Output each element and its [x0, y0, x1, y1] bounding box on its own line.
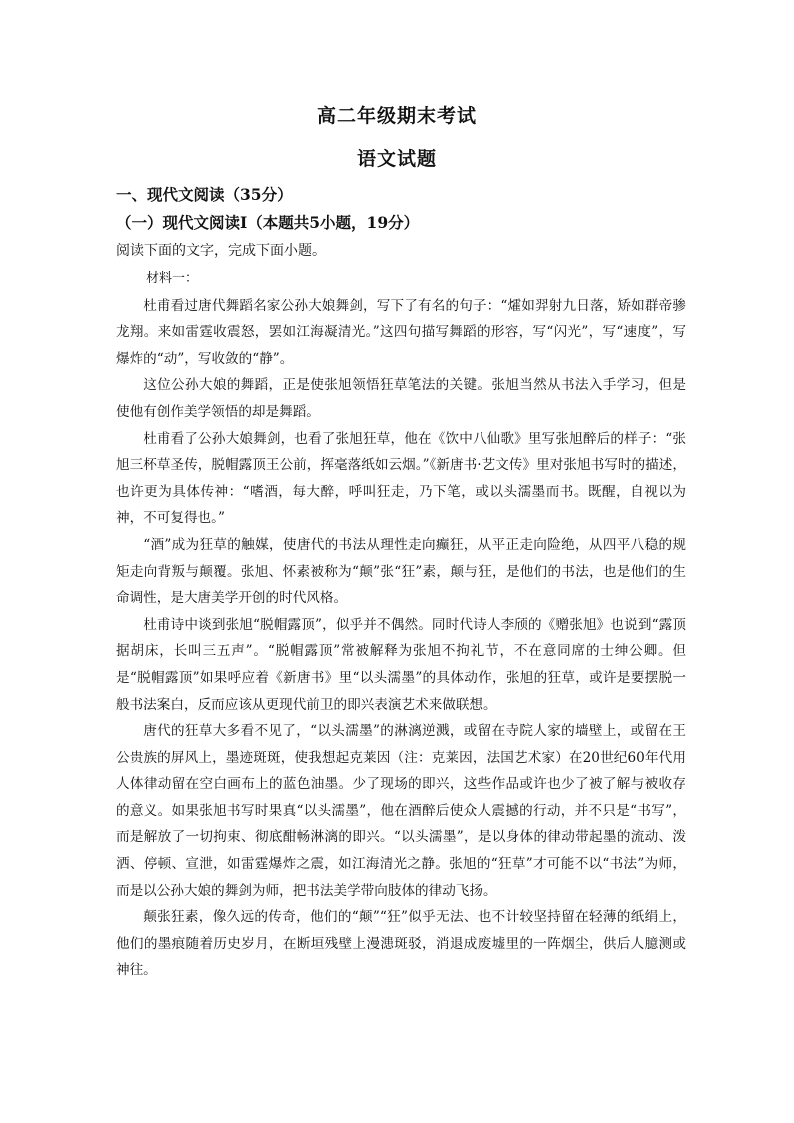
passage-paragraph: 这位公孙大娘的舞蹈，正是使张旭领悟狂草笔法的关键。张旭当然从书法入手学习，但是使他有创作美学领悟的却是舞蹈。: [116, 377, 686, 420]
material-label: 材料一：: [146, 271, 199, 286]
passage-paragraph: 唐代的狂草大多看不见了，“以头濡墨”的淋漓逆溅，或留在寺院人家的墙壁上，或留在王公贵族的屏风上，墨迹斑斑，使我想起克莱因（注：克莱因，法国艺术家）在20世纪60年代用人体律动留在空白画布上的蓝色油墨。少了现场的即兴，这些作品或许也少了被了解与被收存的意义。如果张旭书写时果真“以头濡墨”，他在酒醉后使众人震撼的行动，并不只是“书写”，而是解放了一切拘束、彻底酣畅淋漓的即兴。“以头濡墨”，是以身体的律动带起墨的流动、泼洒、停顿、宣泄，如雷霆爆炸之震，如江海清光之静。张旭的“狂草”才可能不以“书法”为师，而是以公孙大娘的舞剑为师，把书法美学带向肢体的律动飞扬。: [116, 723, 686, 899]
section-heading: 一、现代文阅读（35分）: [116, 185, 293, 204]
passage-paragraph: “酒”成为狂草的触媒，使唐代的书法从理性走向癫狂，从平正走向险绝，从四平八稳的规矩走向背叛与颠覆。张旭、怀素被称为“颠”张“狂”素，颠与狂，是他们的书法，也是他们的生命调性，是大唐美学开创的时代风格。: [116, 536, 686, 607]
subsection-heading: （一）现代文阅读Ⅰ（本题共5小题，19分）: [116, 213, 420, 232]
instruction-text: 阅读下面的文字，完成下面小题。: [116, 243, 326, 259]
passage-paragraph: 杜甫诗中谈到张旭“脱帽露顶”，似乎并不偶然。同时代诗人李颀的《赠张旭》也说到“露顶据胡床，长叫三五声”。“脱帽露顶”常被解释为张旭不拘礼节，不在意同席的士绅公卿。但是“脱帽露顶”如果呼应着《新唐书》里“以头濡墨”的具体动作，张旭的狂草，或许是要摆脱一般书法案白，反而应该从更现代前卫的即兴表演艺术来做联想。: [116, 616, 686, 713]
reading-passage: [116, 266, 686, 984]
exam-subtitle: 语文试题: [356, 148, 437, 170]
exam-title: 高二年级期末考试: [316, 105, 477, 127]
passage-paragraph: 杜甫看过唐代舞蹈名家公孙大娘舞剑，写下了有名的句子：“㸌如羿射九日落，矫如群帝骖龙翔。来如雷霆收震怒，罢如江海凝清光。”这四句描写舞蹈的形容，写“闪光”，写“速度”，写爆炸的“动”，写收敛的“静”。: [116, 297, 686, 367]
passage-paragraph: 杜甫看了公孙大娘舞剑，也看了张旭狂草，他在《饮中八仙歌》里写张旭醉后的样子：“张旭三杯草圣传，脱帽露顶王公前，挥毫落纸如云烟。”《新唐书·艺文传》里对张旭书写时的描述，也许更为具体传神：“嗜酒，每大醉，呼叫狂走，乃下笔，或以头濡墨而书。既醒，自视以为神，不可复得也。”: [116, 430, 686, 527]
passage-paragraph: 颠张狂素，像久远的传奇，他们的“颠”“狂”似乎无法、也不计较坚持留在轻薄的纸绢上，他们的墨痕随着历史岁月，在断垣残壁上漫漶斑驳，消退成废墟里的一阵烟尘，供后人臆测或神往。: [116, 909, 686, 979]
